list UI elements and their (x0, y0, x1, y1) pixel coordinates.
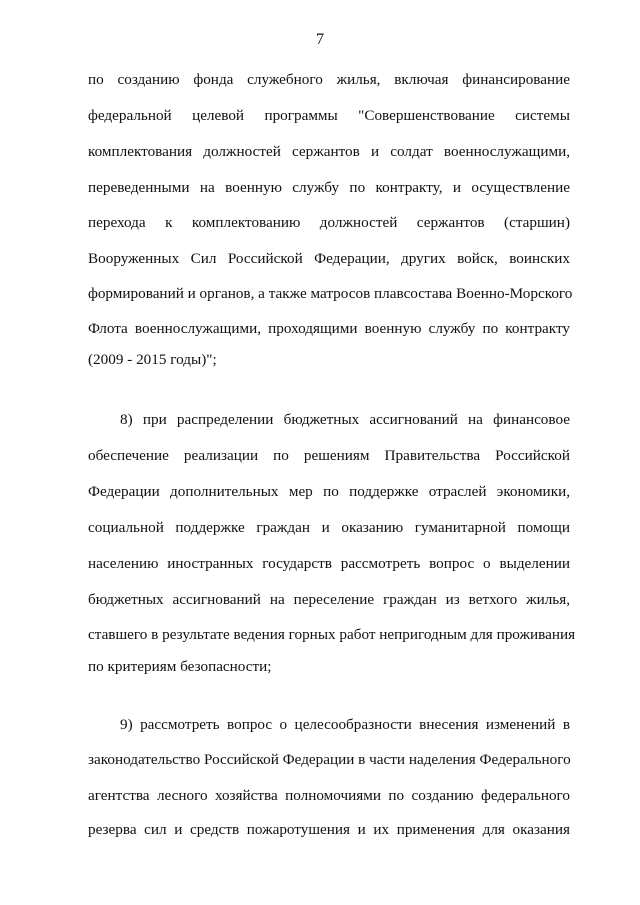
text-line: обеспечение реализации по решениям Правительства Российской (88, 447, 570, 464)
text-line: резерва сил и средств пожаротушения и их применения для оказания (88, 821, 570, 838)
text-line: 8) при распределении бюджетных ассигнований на финансовое (120, 411, 570, 428)
text-line: формирований и органов, а также матросов плавсостава Военно-Морского (88, 285, 573, 302)
text-line: Флота военнослужащими, проходящими военную службу по контракту (88, 320, 570, 337)
text-line: (2009 - 2015 годы)"; (88, 351, 217, 368)
text-line: агентства лесного хозяйства полномочиями по созданию федерального (88, 787, 570, 804)
text-line: законодательство Российской Федерации в части наделения Федерального (88, 751, 571, 768)
text-line: населению иностранных государств рассмотреть вопрос о выделении (88, 555, 570, 572)
text-line: по созданию фонда служебного жилья, включая финансирование (88, 71, 570, 88)
text-line: ставшего в результате ведения горных работ непригодным для проживания (88, 626, 576, 643)
text-line: по критериям безопасности; (88, 658, 272, 675)
text-line: Федерации дополнительных мер по поддержке отраслей экономики, (88, 483, 570, 500)
text-line: перехода к комплектованию должностей сержантов (старшин) (88, 214, 570, 231)
text-line: комплектования должностей сержантов и солдат военнослужащими, (88, 143, 570, 160)
text-line: федеральной целевой программы "Совершенствование системы (88, 107, 570, 124)
text-line: переведенными на военную службу по контракту, и осуществление (88, 179, 570, 196)
text-line: 9) рассмотреть вопрос о целесообразности внесения изменений в (120, 716, 570, 733)
text-line: бюджетных ассигнований на переселение граждан из ветхого жилья, (88, 591, 570, 608)
text-line: Вооруженных Сил Российской Федерации, других войск, воинских (88, 250, 570, 267)
page-number: 7 (316, 31, 324, 48)
text-line: социальной поддержке граждан и оказанию гуманитарной помощи (88, 519, 570, 536)
